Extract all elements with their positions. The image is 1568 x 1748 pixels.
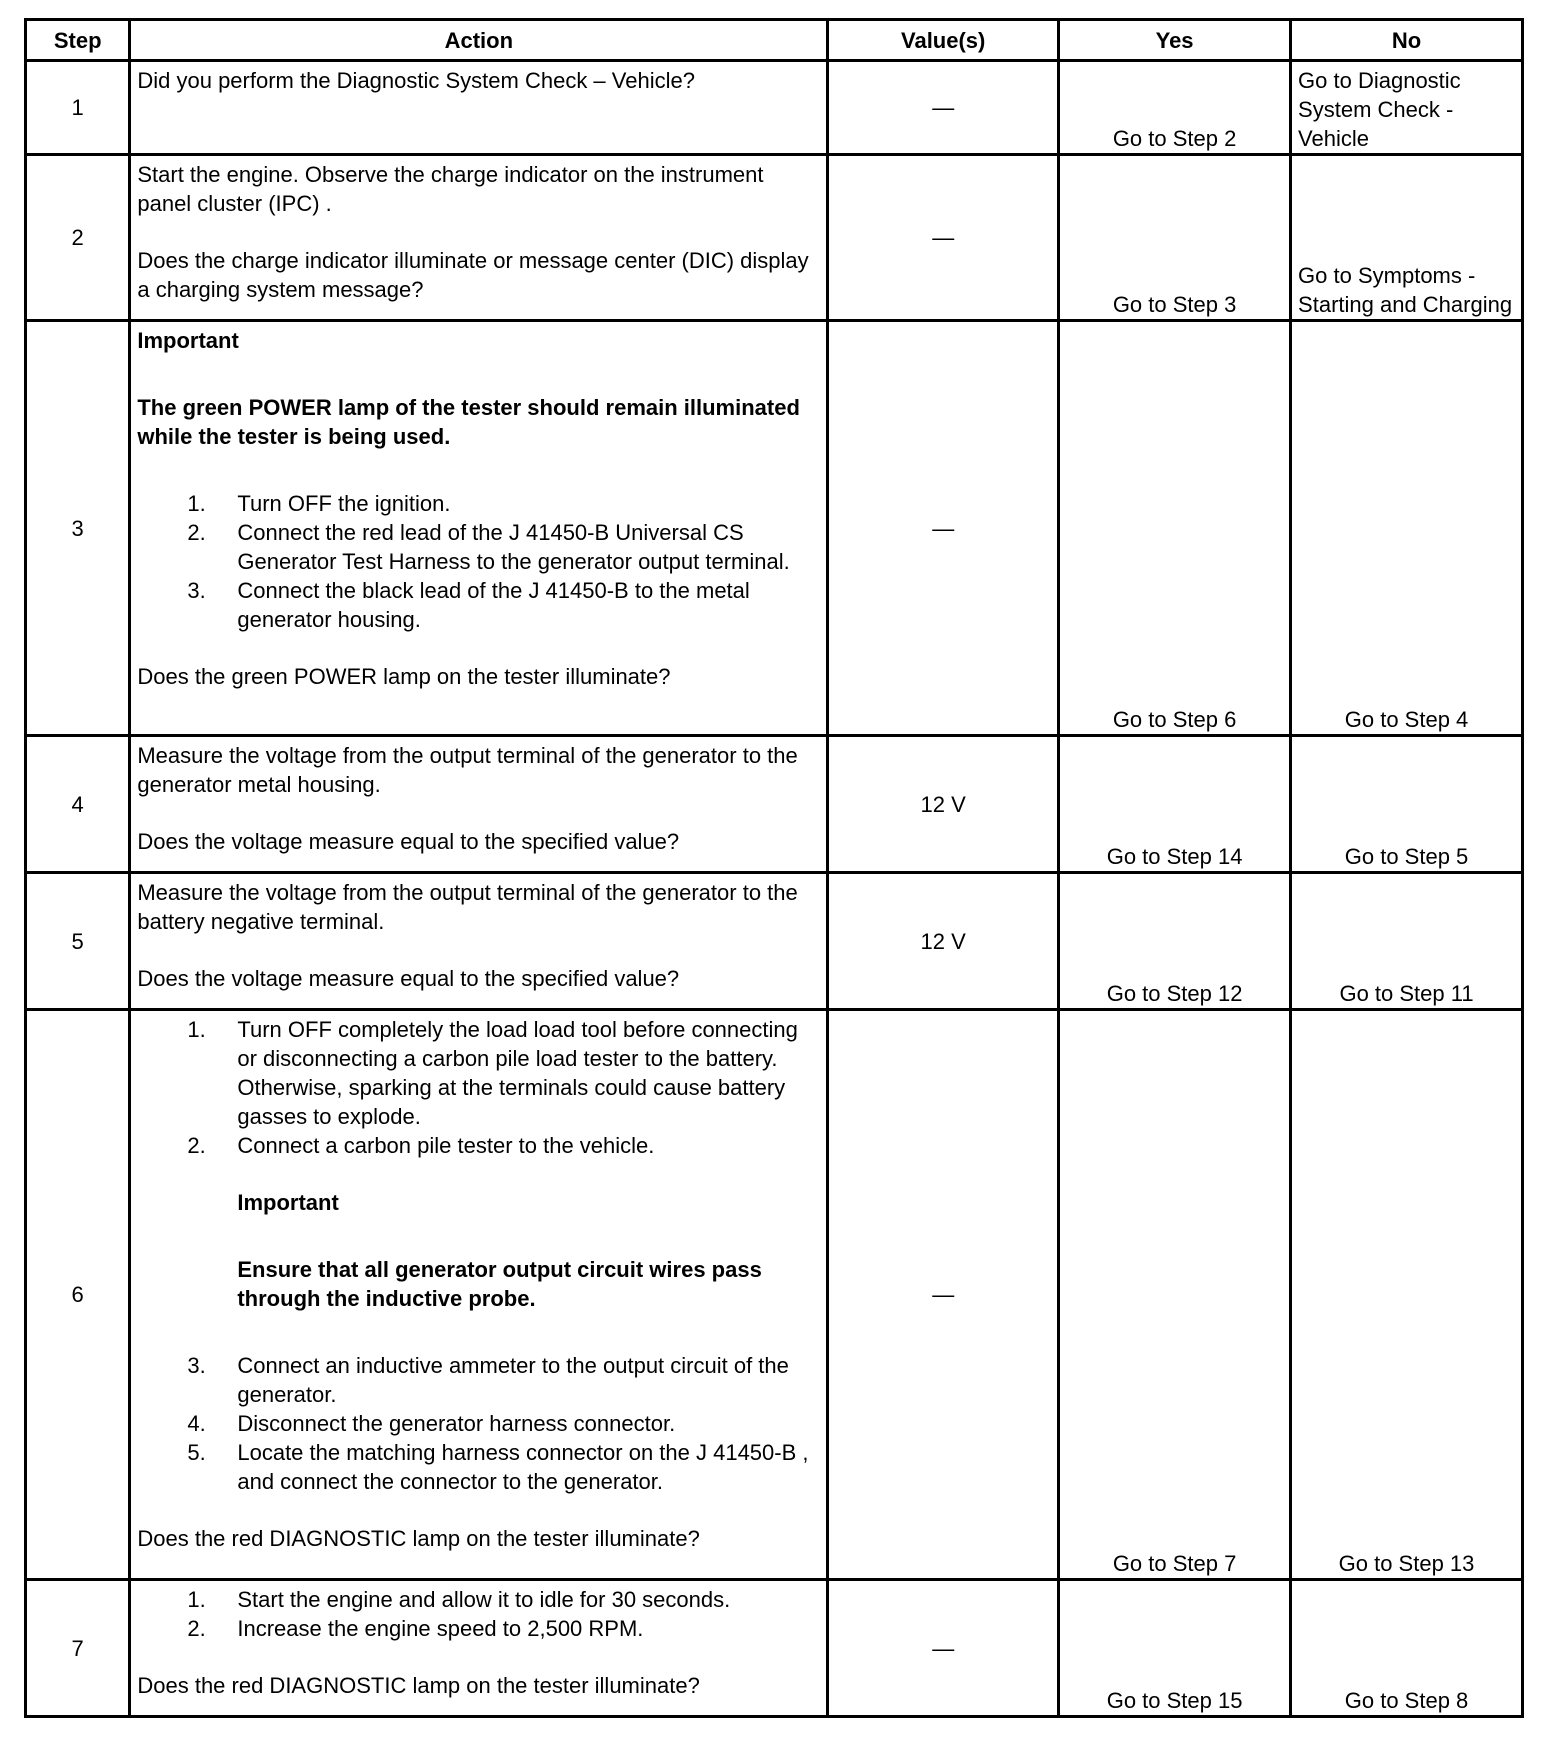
- list-item: 5. Locate the matching harness connector on the J 41450-B , and connect the connector to the generator.: [187, 1440, 809, 1494]
- procedure-list: [137, 1015, 820, 1160]
- header-yes: Yes: [1059, 20, 1291, 61]
- action-question: Does the voltage measure equal to the specified value?: [137, 829, 680, 854]
- header-action: Action: [130, 20, 828, 61]
- yes-cell: Go to Step 15: [1059, 1580, 1291, 1717]
- action-text: Did you perform the Diagnostic System Check – Vehicle?: [137, 68, 695, 93]
- yes-cell: Go to Step 12: [1059, 873, 1291, 1010]
- action-text: Measure the voltage from the output terminal of the generator to the generator metal housing.: [137, 743, 798, 797]
- action-cell: [130, 1580, 828, 1717]
- no-cell: Go to Step 13: [1291, 1010, 1523, 1580]
- important-label: Important: [137, 328, 239, 353]
- no-cell: Go to Step 5: [1291, 736, 1523, 873]
- diagnostic-table: [24, 18, 1524, 1718]
- no-cell: Go to Symptoms - Starting and Charging: [1291, 155, 1523, 321]
- yes-cell: Go to Step 6: [1059, 321, 1291, 736]
- important-note: Ensure that all generator output circuit wires pass through the inductive probe.: [237, 1257, 762, 1311]
- action-text: Start the engine. Observe the charge indicator on the instrument panel cluster (IPC) .: [137, 162, 764, 216]
- action-cell: [130, 321, 828, 736]
- value-cell: —: [828, 321, 1059, 736]
- table-row: [26, 736, 1523, 873]
- procedure-list: [137, 1585, 820, 1643]
- header-no: No: [1291, 20, 1523, 61]
- list-item: 2. Increase the engine speed to 2,500 RPM.: [187, 1616, 644, 1641]
- no-cell: Go to Diagnostic System Check - Vehicle: [1291, 61, 1523, 155]
- yes-cell: Go to Step 14: [1059, 736, 1291, 873]
- step-number: 4: [26, 736, 130, 873]
- header-row: [26, 20, 1523, 61]
- step-number: 6: [26, 1010, 130, 1580]
- list-item: 4. Disconnect the generator harness connector.: [187, 1411, 676, 1436]
- important-note: The green POWER lamp of the tester should remain illuminated while the tester is being used.: [137, 395, 800, 449]
- no-cell: Go to Step 8: [1291, 1580, 1523, 1717]
- list-item: 1. Turn OFF completely the load load tool before connecting or disconnecting a carbon pile load tester to the battery. Otherwise, sparking at the terminals could cause battery gasses to explode.: [187, 1017, 798, 1129]
- list-item: 2. Connect the red lead of the J 41450-B Universal CS Generator Test Harness to the generator output terminal.: [187, 520, 790, 574]
- action-text: Measure the voltage from the output terminal of the generator to the battery negative terminal.: [137, 880, 798, 934]
- header-step: Step: [26, 20, 130, 61]
- table-row: [26, 1580, 1523, 1717]
- value-cell: 12 V: [828, 736, 1059, 873]
- step-number: 2: [26, 155, 130, 321]
- no-cell: Go to Step 11: [1291, 873, 1523, 1010]
- value-cell: —: [828, 1010, 1059, 1580]
- list-item: 2. Connect a carbon pile tester to the vehicle.: [187, 1133, 655, 1158]
- table-row: [26, 61, 1523, 155]
- action-cell: [130, 155, 828, 321]
- no-cell: Go to Step 4: [1291, 321, 1523, 736]
- action-cell: [130, 873, 828, 1010]
- procedure-list: [137, 489, 820, 634]
- action-cell: [130, 736, 828, 873]
- table-row: [26, 321, 1523, 736]
- yes-cell: Go to Step 2: [1059, 61, 1291, 155]
- value-cell: 12 V: [828, 873, 1059, 1010]
- action-question: Does the charge indicator illuminate or message center (DIC) display a charging system message?: [137, 248, 809, 302]
- step-number: 7: [26, 1580, 130, 1717]
- list-item: 3. Connect the black lead of the J 41450-B to the metal generator housing.: [187, 578, 750, 632]
- value-cell: —: [828, 1580, 1059, 1717]
- table-row: [26, 155, 1523, 321]
- list-item: 3. Connect an inductive ammeter to the output circuit of the generator.: [187, 1353, 789, 1407]
- action-cell: [130, 1010, 828, 1580]
- table-row: [26, 873, 1523, 1010]
- yes-cell: Go to Step 7: [1059, 1010, 1291, 1580]
- list-item: 1. Start the engine and allow it to idle for 30 seconds.: [187, 1587, 731, 1612]
- action-cell: [130, 61, 828, 155]
- value-cell: —: [828, 61, 1059, 155]
- procedure-list: [137, 1351, 820, 1496]
- action-question: Does the red DIAGNOSTIC lamp on the tester illuminate?: [137, 1673, 700, 1698]
- action-question: Does the voltage measure equal to the specified value?: [137, 966, 680, 991]
- yes-cell: Go to Step 3: [1059, 155, 1291, 321]
- step-number: 1: [26, 61, 130, 155]
- action-question: Does the red DIAGNOSTIC lamp on the tester illuminate?: [137, 1526, 700, 1551]
- value-cell: —: [828, 155, 1059, 321]
- step-number: 5: [26, 873, 130, 1010]
- action-question: Does the green POWER lamp on the tester illuminate?: [137, 664, 671, 689]
- important-label: Important: [237, 1190, 339, 1215]
- step-number: 3: [26, 321, 130, 736]
- list-item: 1. Turn OFF the ignition.: [187, 491, 451, 516]
- table-row: [26, 1010, 1523, 1580]
- header-values: Value(s): [828, 20, 1059, 61]
